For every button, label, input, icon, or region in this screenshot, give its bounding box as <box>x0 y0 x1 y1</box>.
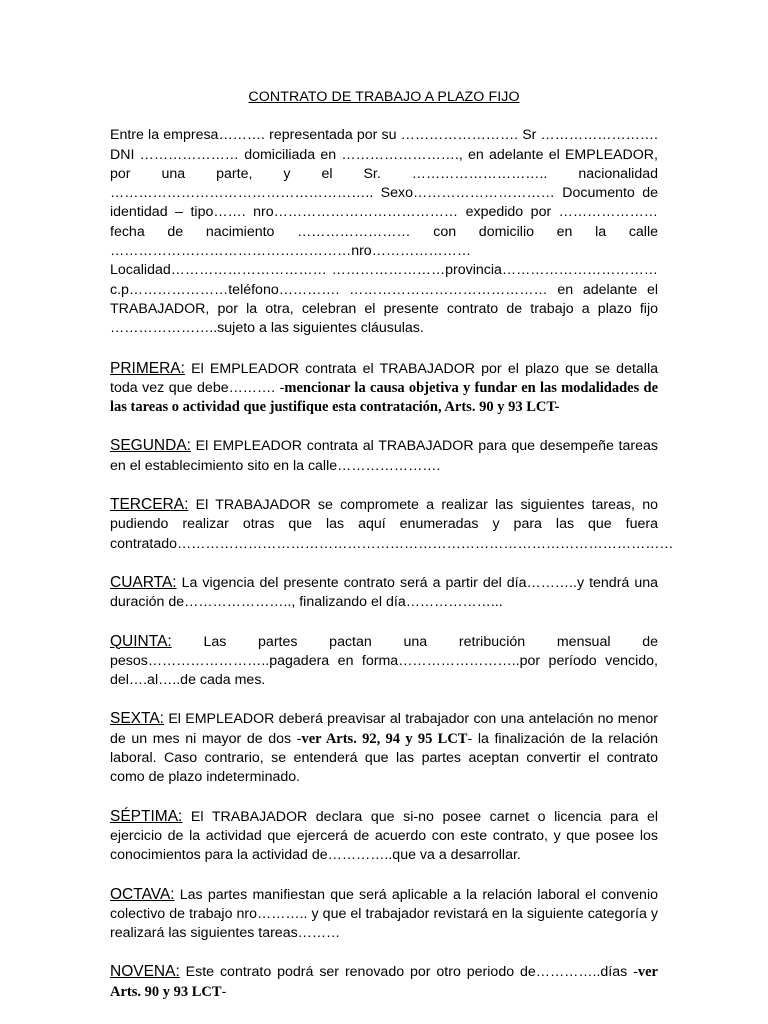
clause-text: Las partes manifiestan que será aplicable a la relación laboral el convenio colectivo de trabajo nro……….. y que el trabajador revistará en la siguiente categoría y realizará las siguientes tareas……… <box>110 886 658 942</box>
clause-text: El EMPLEADOR contrata al TRABAJADOR para que desempeñe tareas en el establecimiento sito en la calle…………………. <box>110 438 658 474</box>
clause-heading: QUINTA: <box>110 632 172 650</box>
clause-heading: OCTAVA: <box>110 885 175 903</box>
clause-bold-note: ver Arts. 92, 94 y 95 LCT <box>301 730 468 747</box>
contract-page <box>110 88 674 1021</box>
clause-after-text: - <box>221 983 227 1000</box>
clause-sexta <box>110 709 658 787</box>
clause-bold-note: mencionar la causa objetiva y fundar en las modalidades de las tareas o actividad que justifique esta contratación, Arts. 90 y 93 LCT- <box>110 379 659 416</box>
clause-after-text: - la finalización de la relación laboral. Caso contrario, se entenderá que las partes aceptan convertir el contrato como de plazo indeterminado. <box>110 730 658 786</box>
clause-heading: PRIMERA: <box>110 359 185 377</box>
clause-primera <box>110 359 658 418</box>
clause-heading: SEXTA: <box>110 710 164 728</box>
clause-octava <box>110 885 658 944</box>
clause-cuarta <box>110 573 658 613</box>
document-title: CONTRATO DE TRABAJO A PLAZO FIJO <box>248 89 520 105</box>
clause-text: El EMPLEADOR deberá preavisar al trabajador con una antelación no menor de un mes ni mayor de dos - <box>110 711 658 747</box>
clause-heading: SEGUNDA: <box>110 437 191 455</box>
clause-septima <box>110 807 658 866</box>
clause-text: El TRABAJADOR se compromete a realizar las siguientes tareas, no pudiendo realizar otras que las aquí enumeradas y para las que fuera contratado…………………………………………………………………………………………… <box>110 497 674 552</box>
clause-heading: CUARTA: <box>110 573 177 591</box>
clause-bold-note: ver Arts. 90 y 93 LCT <box>110 964 658 1000</box>
clause-heading: NOVENA: <box>110 963 180 981</box>
clause-tercera <box>110 495 674 554</box>
clause-heading: SÉPTIMA: <box>110 807 183 825</box>
clause-heading: TERCERA: <box>110 496 189 514</box>
clause-segunda <box>110 436 658 476</box>
clause-text: Este contrato podrá ser renovado por otro periodo de…………..días - <box>179 964 638 981</box>
clause-novena <box>110 962 658 1002</box>
clause-text: La vigencia del presente contrato será a partir del día………..y tendrá una duración de………………….., finalizando el día………………... <box>110 574 658 611</box>
clause-text: El TRABAJADOR declara que si-no posee carnet o licencia para el ejercicio de la actividad que ejercerá de acuerdo con este contrato, y que posee los conocimientos para la actividad de…………..que va a desarrollar. <box>110 808 658 864</box>
clause-text: El EMPLEADOR contrata el TRABAJADOR por el plazo que se detalla toda vez que debe………. - <box>110 360 658 396</box>
intro-paragraph: Entre la empresa………. representada por su ……………………. Sr ……………………. DNI ………………… domiciliada en ……………………., en adelante el EMPLEADOR, por una parte, y el Sr. ……………………….. nacionalidad ……………………………………………….. Sexo………………………… Documento de identidad – tipo……. nro………………………………… expedido por ………………… fecha de nacimiento …………………… con domicilio en la calle ……………………………………………nro…………………Localidad…………………………… ……………………provincia……………………………c.p…………………teléfono…………. …………………………………… en adelante el TRABAJADOR, por la otra, celebran el presente contrato de trabajo a plazo fijo …………………..sujeto a las siguientes cláusulas. <box>110 127 658 337</box>
clause-text: Las partes pactan una retribución mensual de pesos……………………..pagadera en forma……………………..por período vencido, del….al…..de cada mes. <box>110 633 658 689</box>
clause-quinta <box>110 632 658 691</box>
